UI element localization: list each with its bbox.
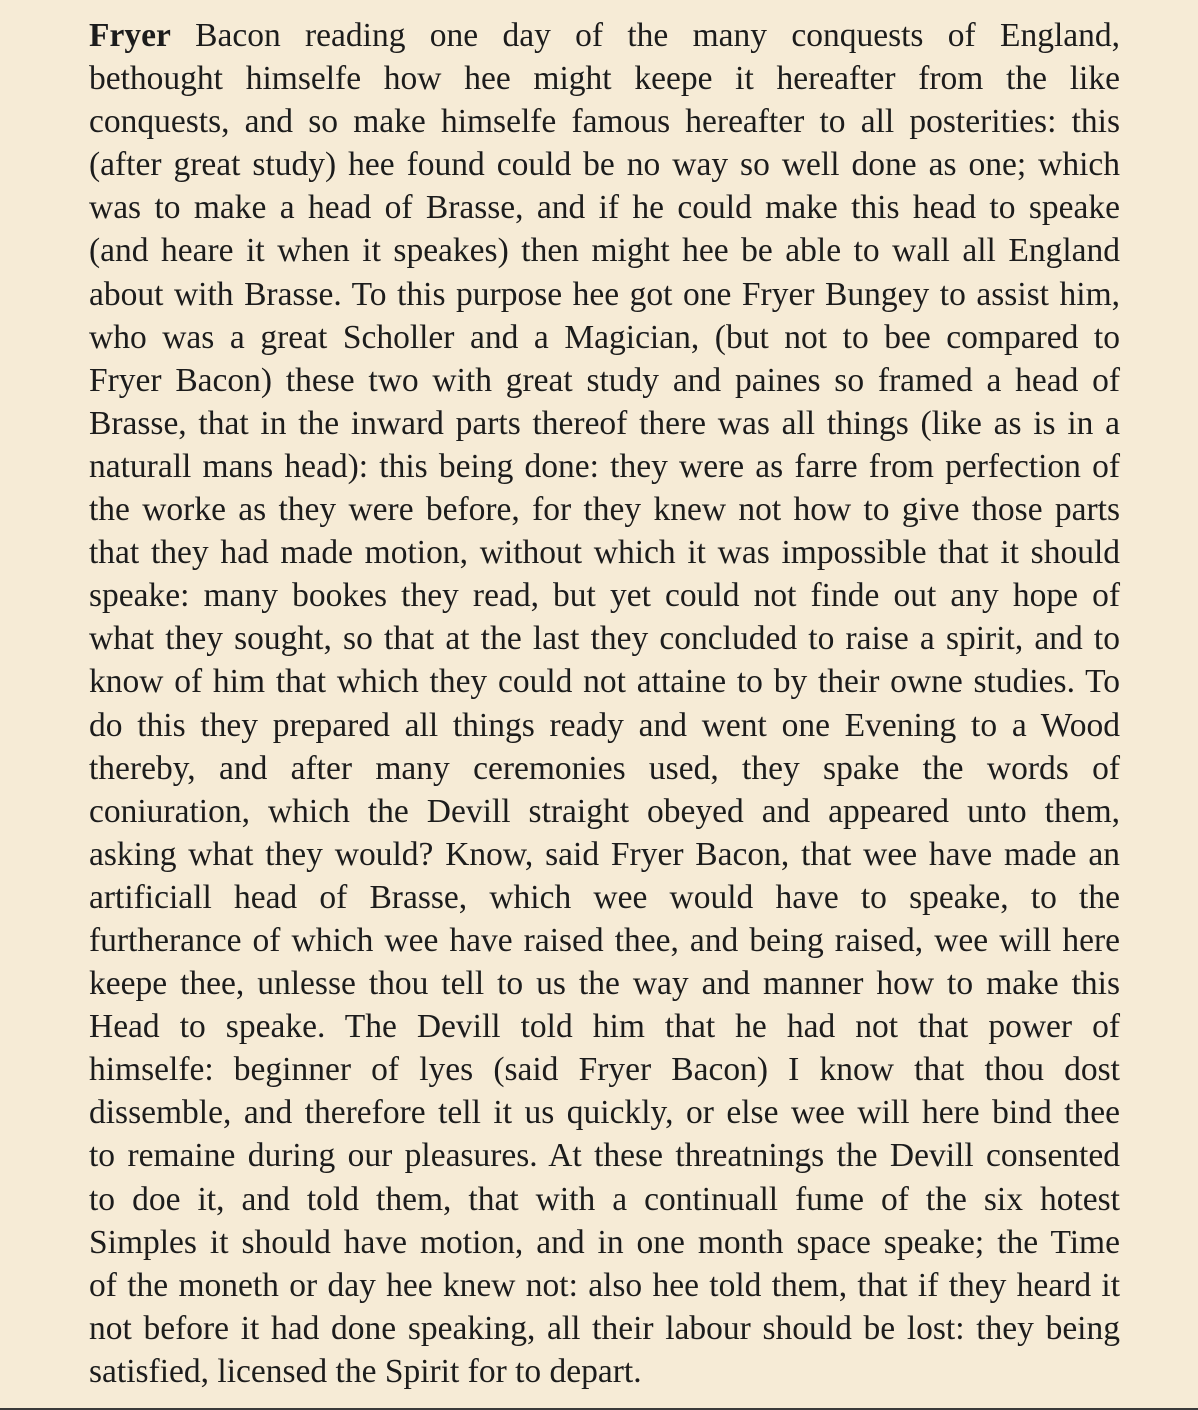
text-line: (and heare it when it speakes) then might hee be able to wall all England — [89, 232, 1120, 270]
text-line: asking what they would? Know, said Fryer Bacon, that wee have made an — [89, 835, 1120, 873]
text-line: bethought himselfe how hee might keepe it hereafter from the like — [89, 60, 1120, 98]
first-line-text: Bacon reading one day of the many conquests of England, — [170, 17, 1120, 54]
text-line: coniuration, which the Devill straight obeyed and appeared unto them, — [89, 792, 1120, 830]
text-line: Brasse, that in the inward parts thereof there was all things (like as is in a — [89, 404, 1120, 442]
text-line: to doe it, and told them, that with a continuall fume of the six hotest — [89, 1180, 1120, 1218]
text-line: thereby, and after many ceremonies used, they spake the words of — [89, 749, 1120, 787]
text-line: not before it had done speaking, all their labour should be lost: they being — [89, 1309, 1120, 1347]
text-line: to remaine during our pleasures. At these threatnings the Devill consented — [89, 1137, 1120, 1175]
text-line: Fryer Bacon) these two with great study and paines so framed a head of — [89, 361, 1120, 399]
text-line: do this they prepared all things ready and went one Evening to a Wood — [89, 706, 1120, 744]
text-line: himselfe: beginner of lyes (said Fryer Bacon) I know that thou dost — [89, 1051, 1120, 1089]
text-line: dissemble, and therefore tell it us quickly, or else wee will here bind thee — [89, 1094, 1120, 1132]
text-line-last: satisfied, licensed the Spirit for to depart. — [89, 1352, 642, 1390]
text-line: Simples it should have motion, and in one month space speake; the Time — [89, 1223, 1120, 1261]
text-line: conquests, and so make himselfe famous hereafter to all posterities: this — [89, 103, 1120, 141]
text-line: of the moneth or day hee knew not: also hee told them, that if they heard it — [89, 1266, 1120, 1304]
bold-first-word: Fryer — [89, 17, 171, 54]
text-line: was to make a head of Brasse, and if he could make this head to speake — [89, 189, 1120, 227]
text-line: artificiall head of Brasse, which wee would have to speake, to the — [89, 878, 1120, 916]
text-line: what they sought, so that at the last they concluded to raise a spirit, and to — [89, 620, 1120, 658]
text-line: that they had made motion, without which it was impossible that it should — [89, 534, 1120, 572]
text-line: about with Brasse. To this purpose hee got one Fryer Bungey to assist him, — [89, 275, 1120, 313]
text-line: who was a great Scholler and a Magician, (but not to bee compared to — [89, 318, 1120, 356]
text-line: (after great study) hee found could be no way so well done as one; which — [89, 146, 1120, 184]
text-line: Head to speake. The Devill told him that he had not that power of — [89, 1008, 1120, 1046]
text-line: naturall mans head): this being done: they were as farre from perfection of — [89, 447, 1120, 485]
text-line-1 — [89, 14, 1120, 57]
text-line: furtherance of which wee have raised thee, and being raised, wee will here — [89, 921, 1120, 959]
text-line: the worke as they were before, for they knew not how to give those parts — [89, 491, 1120, 529]
passage-text — [89, 14, 1120, 1393]
text-line: keepe thee, unlesse thou tell to us the way and manner how to make this — [89, 965, 1120, 1003]
text-line: speake: many bookes they read, but yet could not finde out any hope of — [89, 577, 1120, 615]
text-line: know of him that which they could not attaine to by their owne studies. To — [89, 663, 1120, 701]
